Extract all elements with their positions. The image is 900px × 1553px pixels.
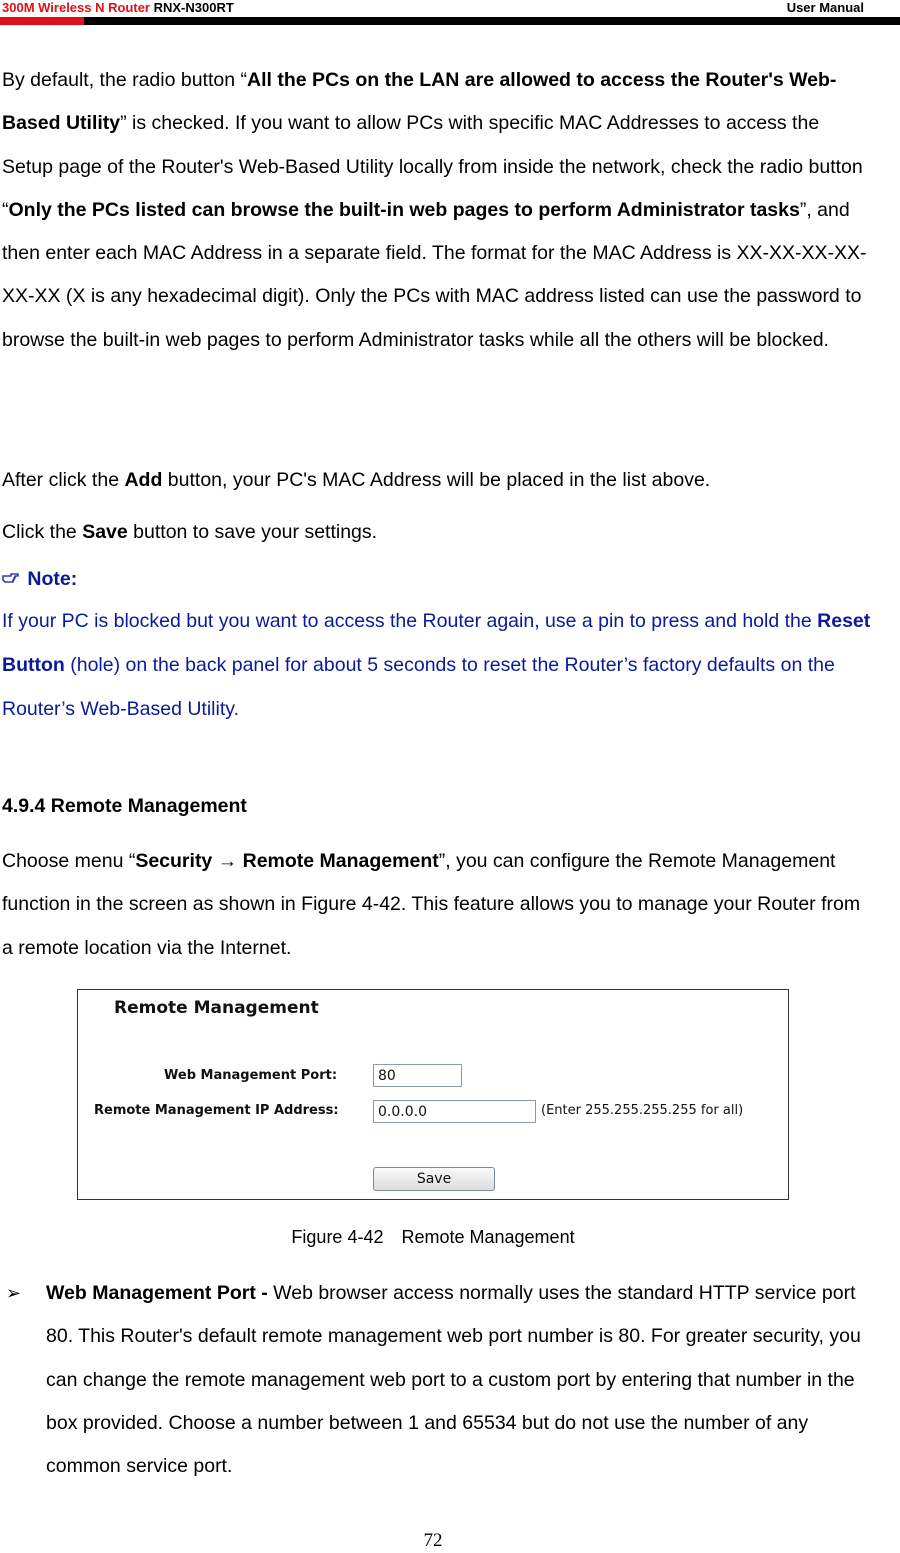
figure-number: Figure 4-42 (291, 1227, 384, 1247)
figure-caption (0, 1224, 866, 1250)
page-header (0, 0, 900, 26)
text-run: ” is checked. If you want to allow PCs with specific MAC Addresses to access the Setup page of the Router's Web-Based Utility locally from inside the network, check the radio button “ (2, 112, 863, 221)
remote-management-screenshot (77, 989, 789, 1200)
paragraph-save-button (2, 511, 872, 554)
header-doc-type: User Manual (786, 0, 864, 15)
text-run: ”, and then enter each MAC Address in a separate field. The format for the MAC Address is XX-XX-XX-XX-XX-XX (X is any hexadecimal digit). Only the PCs with MAC address listed can use the password to browse the built-in web pages to perform Administrator tasks while all the others will be blocked. (2, 198, 867, 351)
bullet-web-management-port (46, 1272, 872, 1488)
text-run: Web browser access normally uses the standard HTTP service port 80. This Router's default remote management web port number is 80. For greater security, you can change the remote management web port to a custom port by entering that number in the box provided. Choose a number between 1 and 65534 but do not use the number of any common service port. (46, 1282, 861, 1478)
screenshot-title: Remote Management (114, 998, 319, 1018)
section-heading: 4.9.4 Remote Management (2, 795, 247, 817)
page-number: 72 (423, 1530, 443, 1551)
web-management-port-input[interactable]: 80 (373, 1064, 462, 1087)
text-run: Click the (2, 521, 83, 543)
bold-run: Add (124, 469, 163, 491)
text-run: By default, the radio button “ (2, 69, 247, 91)
remote-ip-label: Remote Management IP Address: (94, 1103, 339, 1118)
arrow-bullet-icon: ➢ (6, 1283, 22, 1303)
paragraph-menu-path (2, 840, 872, 970)
header-brand: 300M Wireless N Router (2, 0, 150, 15)
save-button[interactable]: Save (373, 1167, 495, 1191)
text-run: If your PC is blocked but you want to access the Router again, use a pin to press and hold the (2, 610, 818, 632)
bold-run: Reset Button (2, 610, 871, 676)
web-management-port-label: Web Management Port: (164, 1068, 338, 1083)
note-heading (2, 564, 77, 594)
remote-ip-hint: (Enter 255.255.255.255 for all) (541, 1103, 744, 1118)
bold-run: Security → Remote Management (135, 850, 439, 872)
bold-run: Only the PCs listed can browse the built-in web pages to perform Administrator tasks (8, 198, 800, 221)
note-label: Note: (27, 568, 78, 590)
text-run: (hole) on the back panel for about 5 seconds to reset the Router’s factory defaults on the Router’s Web-Based Utility. (2, 654, 835, 720)
header-model: RNX-N300RT (150, 0, 234, 15)
text-run: After click the (2, 469, 125, 491)
note-text (2, 599, 882, 731)
remote-ip-input[interactable]: 0.0.0.0 (373, 1100, 536, 1123)
bold-run: Save (82, 521, 128, 543)
figure-title: Remote Management (401, 1227, 575, 1247)
text-run: Choose menu “ (2, 850, 136, 872)
paragraph-access-control (2, 59, 872, 362)
bold-run: All the PCs on the LAN are allowed to access the Router's Web-Based Utility (2, 69, 837, 135)
bold-run: Web Management Port - (46, 1282, 274, 1304)
header-rule-accent (0, 17, 84, 25)
paragraph-add-button (2, 459, 872, 502)
text-run: button to save your settings. (127, 521, 378, 543)
text-run: ”, you can configure the Remote Management function in the screen as shown in Figure 4-42. This feature allows you to manage your Router from a remote location via the Internet. (2, 850, 861, 959)
hand-pointer-icon (2, 564, 22, 594)
header-rule (0, 17, 900, 25)
text-run: button, your PC's MAC Address will be placed in the list above. (162, 469, 711, 491)
header-product (2, 0, 234, 16)
